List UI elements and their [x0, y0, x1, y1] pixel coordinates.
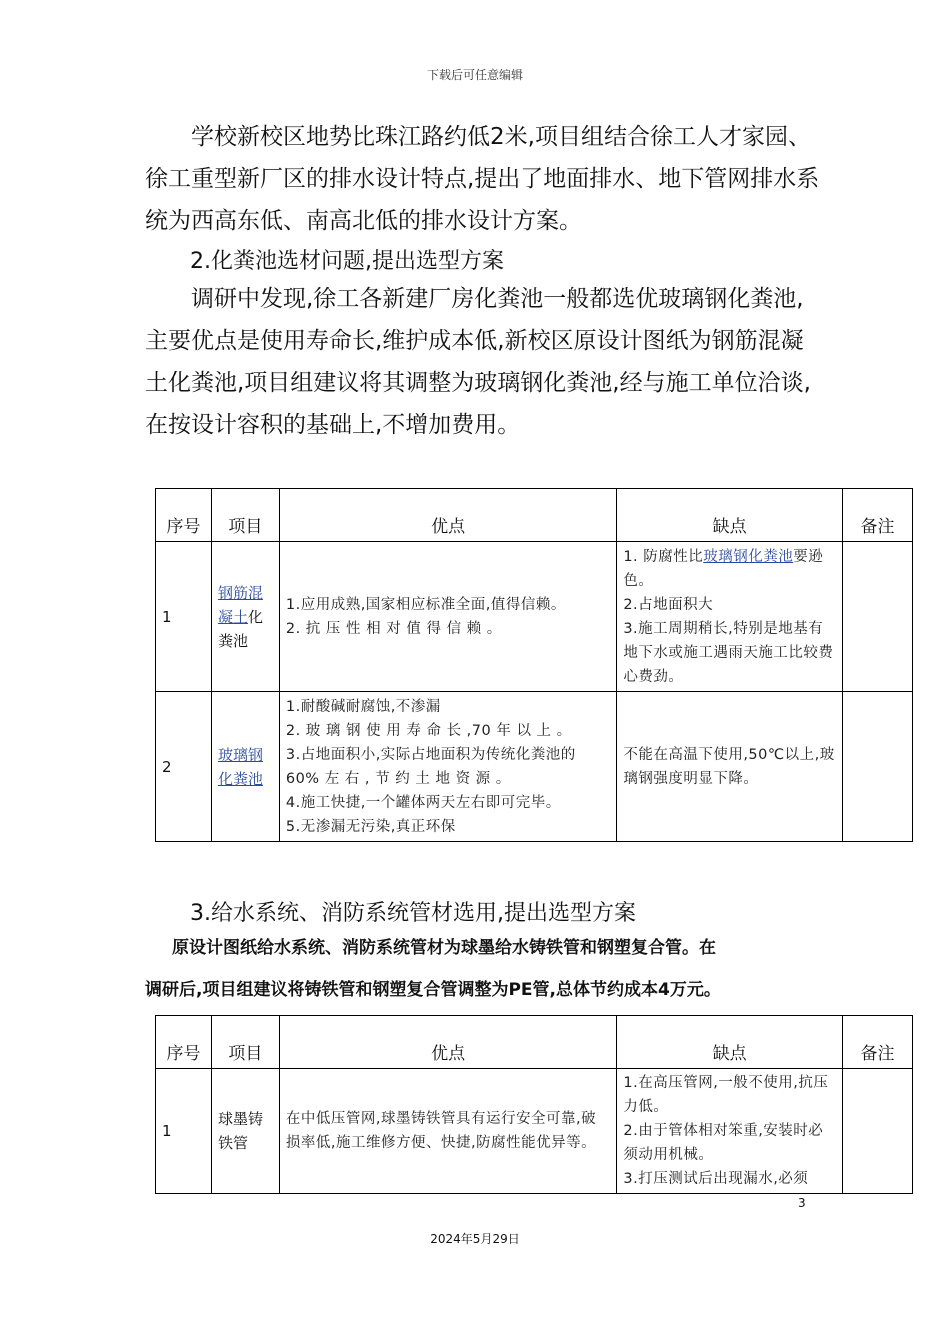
row-pros: 1.耐酸碱耐腐蚀,不渗漏 2. 玻 璃 钢 使 用 寿 命 长 ,70 年 以 上 。 3.占地面积小,实际占地面积为传统化粪池的 60% 左 右 , 节 约 土 地 资 源 。 4.施工快捷,一个罐体两天左右即可完毕。 5.无渗漏无污染,真正环保	[279, 692, 616, 842]
row-num: 2	[156, 692, 212, 842]
paragraph-drainage: 学校新校区地势比珠江路约低2米,项目组结合徐工人才家园、徐工重型新厂区的排水设计特点,提出了地面排水、地下管网排水系统为西高东低、南高北低的排水设计方案。	[145, 124, 820, 234]
septic-comparison-table	[155, 488, 913, 842]
header-notes: 备注	[843, 489, 913, 542]
pipe-comparison-table	[155, 1015, 913, 1194]
row-pros: 在中低压管网,球墨铸铁管具有运行安全可靠,破损率低,施工维修方便、快捷,防腐性能优异等。	[279, 1069, 616, 1194]
header-item: 项目	[211, 1016, 279, 1069]
page-number: 3	[798, 1196, 806, 1210]
table-header-row	[156, 489, 913, 542]
header-cons: 缺点	[617, 489, 843, 542]
header-seq: 序号	[156, 1016, 212, 1069]
table-row	[156, 1069, 913, 1194]
paragraph-water-line2: 调研后,项目组建议将铸铁管和钢塑复合管调整为PE管,总体节约成本4万元。	[145, 980, 721, 1000]
table-row	[156, 542, 913, 692]
heading-water: 3.给水系统、消防系统管材选用,提出选型方案	[190, 901, 636, 926]
heading-septic: 2.化粪池选材问题,提出选型方案	[190, 249, 504, 274]
item-link[interactable]: 钢筋混凝土	[217, 583, 263, 626]
row-num: 1	[156, 1069, 212, 1194]
row-cons: 1. 防腐性比玻璃钢化粪池要逊色。 2.占地面积大 3.施工周期稍长,特别是地基有地下水或施工遇雨天施工比较费心费劲。	[617, 542, 843, 692]
header-pros: 优点	[279, 489, 616, 542]
header-pros: 优点	[279, 1016, 616, 1069]
footer-date: 2024年5月29日	[430, 1232, 520, 1246]
row-item: 球墨铸铁管	[211, 1069, 279, 1194]
row-item: 钢筋混凝土化粪池	[211, 542, 279, 692]
cons-link[interactable]: 玻璃钢化粪池	[703, 548, 794, 565]
header-item: 项目	[211, 489, 279, 542]
row-cons: 1.在高压管网,一般不使用,抗压力低。 2.由于管体相对笨重,安装时必须动用机械。 3.打压测试后出现漏水,必须	[617, 1069, 843, 1194]
row-num: 1	[156, 542, 212, 692]
row-notes	[843, 1069, 913, 1194]
header-cons: 缺点	[617, 1016, 843, 1069]
row-pros: 1.应用成熟,国家相应标准全面,值得信赖。 2. 抗 压 性 相 对 值 得 信 赖 。	[279, 542, 616, 692]
table-header-row	[156, 1016, 913, 1069]
page-header: 下载后可任意编辑	[426, 68, 523, 82]
table-row	[156, 692, 913, 842]
row-item	[211, 692, 279, 842]
item-link[interactable]: 玻璃钢化粪池	[217, 745, 263, 788]
paragraph-septic: 调研中发现,徐工各新建厂房化粪池一般都选优玻璃钢化粪池,主要优点是使用寿命长,维护成本低,新校区原设计图纸为钢筋混凝土化粪池,项目组建议将其调整为玻璃钢化粪池,经与施工单位洽谈,在按设计容积的基础上,不增加费用。	[145, 286, 811, 438]
header-seq: 序号	[156, 489, 212, 542]
paragraph-water-line1: 原设计图纸给水系统、消防系统管材为球墨给水铸铁管和钢塑复合管。在	[172, 938, 716, 958]
row-notes	[843, 542, 913, 692]
header-notes: 备注	[843, 1016, 913, 1069]
row-notes	[843, 692, 913, 842]
row-cons: 不能在高温下使用,50℃以上,玻璃钢强度明显下降。	[617, 692, 843, 842]
